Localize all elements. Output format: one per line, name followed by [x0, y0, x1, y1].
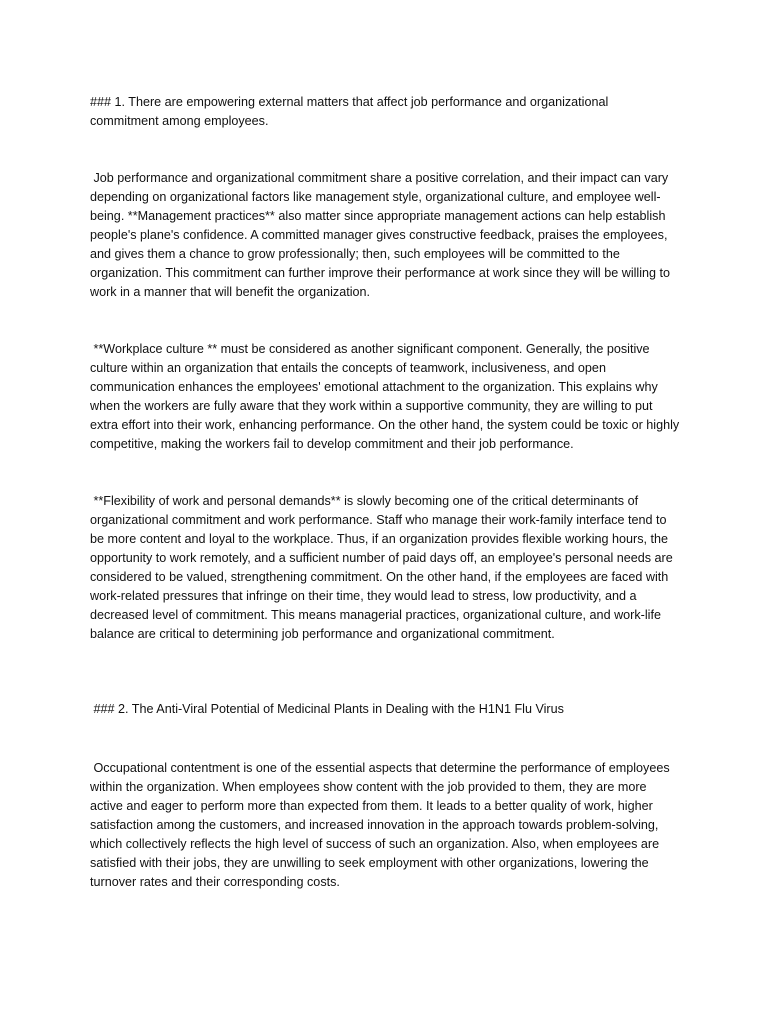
- paragraph-management-practices: Job performance and organizational commitment share a positive correlation, and their impact can vary depending on organizational factors like management style, organizational culture, and employee well-being. **Management practices** also matter since appropriate management actions can help establish people's plane's confidence. A committed manager gives constructive feedback, praises the employees, and gives them a chance to grow professionally; then, such employees will be committed to the organization. This commitment can further improve their performance at work since they will be willing to work in a manner that will benefit the organization.: [90, 171, 674, 299]
- paragraph-occupational-contentment: Occupational contentment is one of the essential aspects that determine the performance of employees within the organization. When employees show content with the job provided to them, they are more active and eager to perform more than expected from them. It leads to a better quality of work, higher satisfaction among the customers, and increased innovation in the approach towards problem-solving, which collectively reflects the high level of success of such an organization. Also, when employees are satisfied with their jobs, they are unwilling to seek employment with other organizations, lowering the turnover rates and their corresponding costs.: [90, 761, 674, 889]
- section-heading-2: ### 2. The Anti-Viral Potential of Medicinal Plants in Dealing with the H1N1 Flu Virus: [90, 702, 564, 716]
- paragraph-workplace-culture: **Workplace culture ** must be considered as another significant component. Generally, the positive culture within an organization that entails the concepts of teamwork, inclusiveness, and open communication enhances the employees' emotional attachment to the organization. This explains why when the workers are fully aware that they work within a supportive community, they are willing to put extra effort into their work, enhancing performance. On the other hand, the system could be toxic or highly competitive, making the workers fail to develop commitment and their job performance.: [90, 342, 683, 451]
- section-heading-1: ### 1. There are empowering external matters that affect job performance and organizational commitment among employees.: [90, 95, 612, 128]
- paragraph-work-flexibility: **Flexibility of work and personal demands** is slowly becoming one of the critical determinants of organizational commitment and work performance. Staff who manage their work-family interface tend to be more content and loyal to the workplace. Thus, if an organization provides flexible working hours, the opportunity to work remotely, and a sufficient number of paid days off, an employee's personal needs are considered to be valued, strengthening commitment. On the other hand, if the employees are faced with work-related pressures that infringe on their time, they would lead to stress, low productivity, and a decreased level of commitment. This means managerial practices, organizational culture, and work-life balance are critical to determining job performance and organizational commitment.: [90, 494, 677, 641]
